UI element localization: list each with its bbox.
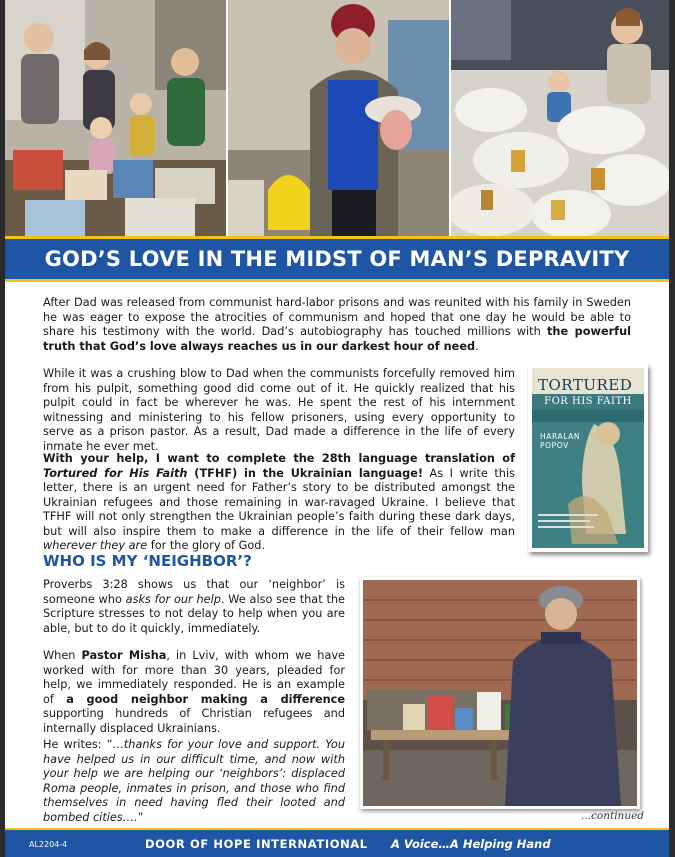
italic-text: wherever they are [43,539,148,552]
emphasis-text: With your help, I want to complete the 28th language translation of [43,452,515,465]
text-run: . We also see that the Scripture stresses to not delay to help when you are able, but to do it quickly, immediately. [43,592,345,635]
book-title-text: Tortured for His Faith [43,466,188,480]
organization-name: DOOR OF HOPE INTERNATIONAL [145,837,368,851]
photo-strip [5,0,669,236]
issue-code: AL2204-4 [29,840,68,849]
text-run: As I write this letter, there is an urgent need for Father’s story to be distributed amongst the Ukrainian refugees and those remaining in war-ravaged Ukraine. I believe that TFHF will not only strengthen the Ukrainian people’s faith during these dark days, but will also inspire them to make a difference in the life of their fellow man [43,466,515,538]
text-run: After Dad was released from communist hard-labor prisons and was reunited with his family in Sweden he was eager to expose the atrocities of communism and hoped that one day he would be able to share his testimony with the world. Dad’s autobiography has touched millions with [43,296,631,338]
photo-children-with-supplies [5,0,226,236]
newsletter-page [5,0,669,857]
text-run: Proverbs 3:28 shows us that our ‘neighbor’ is someone who [43,578,345,606]
section-heading: WHO IS MY ‘NEIGHBOR’? [43,552,252,570]
text-run: While it was a crushing blow to Dad when the communists forcefully removed him from his pulpit, something good did come out of it. He quickly realized that his pulpit could in fact be wherever he was. He spent the rest of his internment witnessing and ministering to his fellow prisoners, using every opportunity to serve as a prison pastor. As a result, Dad made a difference in the life of every inmate he ever met. [43,367,515,453]
book-title: TORTURED [538,376,633,394]
tagline: A Voice…A Helping Hand [391,837,551,851]
paragraph-quote [43,738,345,825]
paragraph-proverbs [43,578,345,636]
emphasis-text: (TFHF) in the Ukrainian language! [187,466,424,480]
headline-banner [5,236,669,282]
emphasis-text: the powerful truth that God’s love always reaches us in our darkest hour of need [43,325,632,353]
book-subtitle: FOR HIS FAITH [544,396,632,407]
italic-text: asks for our help [125,592,221,606]
headline: GOD’S LOVE IN THE MIDST OF MAN’S DEPRAVITY [44,247,630,271]
paragraph-translation [43,452,515,554]
text-run: When [43,649,82,662]
emphasis-text: Pastor Misha [81,649,167,662]
paragraph-pastor [43,649,345,736]
photo-food-packages [451,0,669,236]
continued-note: ...continued [581,810,645,822]
text-run: ” [137,810,144,824]
text-run: He writes: “ [43,738,113,751]
emphasis-text: a good neighbor making a difference [66,692,346,706]
text-run: . [475,339,479,353]
paragraph-pulpit [43,367,515,454]
text-run: , in Lviv, with whom we have worked with for more than 30 years, pleaded for help, we immediately responded. He is an example of [43,649,346,706]
paragraph-intro [43,296,631,354]
book-cover [528,364,648,552]
text-run: for the glory of God. [147,539,266,552]
quote-text: …thanks for your love and support. You have helped us in our difficult time, and now with your help we are helping our ‘neighbors’: displaced Roma people, inmates in prison, and those who find themselves in need having fled their looted and bombed cities…. [43,738,346,824]
footer-bar [5,828,669,857]
photo-elderly-woman [360,577,640,809]
photo-woman-with-eggs [228,0,449,236]
book-author: HARALAN POPOV [540,432,581,450]
text-run: supporting hundreds of Christian refugees and internally displaced Ukrainians. [43,707,345,735]
